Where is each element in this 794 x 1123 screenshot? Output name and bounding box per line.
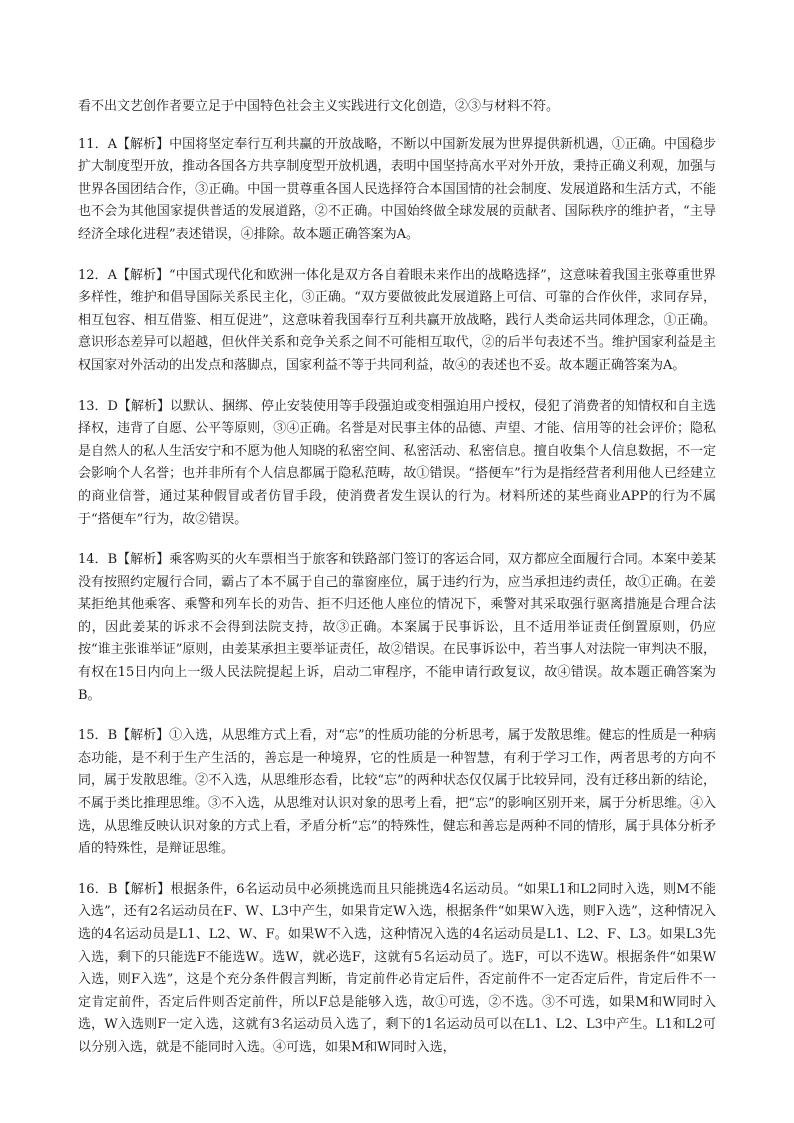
paragraph-answer-14: 14．B【解析】乘客购买的火车票相当于旅客和铁路部门签订的客运合同，双方都应全面履行合同。本案中姜某没有按照约定履行合同，霸占了本不属于自己的靠窗座位，属于违约行为，应当承担违约责任，故①正确。在姜某拒绝其他乘客、乘警和列车长的劝告、拒不归还他人座位的情况下，乘警对其采取强行驱离措施是合理合法的，因此姜某的诉求不会得到法院支持，故③正确。本案属于民事诉讼，且不适用举证责任倒置原则，仍应按“谁主张谁举证”原则，由姜某承担主要举证责任，故②错误。在民事诉讼中，若当事人对法院一审判决不服，有权在15日内向上一级人民法院提起上诉，启动二审程序，不能申请行政复议，故④错误。故本题正确答案为B。	[78, 552, 716, 703]
paragraph-answer-12: 12．A【解析】“中国式现代化和欧洲一体化是双方各自着眼未来作出的战略选择”，这意味着我国主张尊重世界多样性，维护和倡导国际关系民主化，③正确。“双方要做彼此发展道路上可信、可靠的合作伙伴，求同存异，相互包容、相互借鉴、相互促进”，这意味着我国奉行互利共赢开放战略，践行人类命运共同体理念，①正确。意识形态差异可以超越，但伙伴关系和竞争关系之间不可能相互取代，②的后半句表述不当。维护国家利益是主权国家对外活动的出发点和落脚点，国家利益不等于共同利益，故④的表述也不妥。故本题正确答案为A。	[78, 267, 716, 373]
paragraph-answer-11: 11．A【解析】中国将坚定奉行互利共赢的开放战略，不断以中国新发展为世界提供新机遇，①正确。中国稳步扩大制度型开放，推动各国各方共享制度型开放机遇，表明中国坚持高水平对外开放，秉持正确义利观，加强与世界各国团结合作，③正确。中国一贯尊重各国人民选择符合本国国情的社会制度、发展道路和生活方式，不能也不会为其他国家提供普适的发展道路，②不正确。中国始终做全球发展的贡献者、国际秩序的维护者，“主导经济全球化进程”表述错误，④排除。故本题正确答案为A。	[78, 136, 716, 242]
answer-explanations	[78, 96, 716, 1078]
paragraph-answer-16: 16．B【解析】根据条件，6名运动员中必须挑选而且只能挑选4名运动员。“如果L1和L2同时入选，则M不能入选”，还有2名运动员在F、W、L3中产生，如果肯定W入选，根据条件“如果W入选，则F入选”，这种情况入选的4名运动员是L1、L2、W、F。如果W不入选，这种情况入选的4名运动员是L1、L2、F、L3。如果L3先入选，剩下的只能选F不能选W。选W，就必选F，这就有5名运动员了。选F，可以不选W。根据条件“如果W入选，则F入选”，这是个充分条件假言判断，肯定前件必肯定后件，否定前件不一定否定后件，肯定后件不一定肯定前件，否定后件则否定前件，所以F总是能够入选，故①可选，②不选。③不可选，如果M和W同时入选，W入选则F一定入选，这就有3名运动员入选了，剩下的1名运动员可以在L1、L2、L3中产生。L1和L2可以分别入选，就是不能同时入选。④可选，如果M和W同时入选，	[78, 881, 716, 1055]
paragraph-continuation: 看不出文艺创作者要立足于中国特色社会主义实践进行文化创造，②③与材料不符。	[78, 99, 560, 114]
paragraph-answer-15: 15．B【解析】①入选，从思维方式上看，对“忘”的性质功能的分析思考，属于发散思维。健忘的性质是一种病态功能，是不利于生产生活的，善忘是一种境界，它的性质是一种智慧，有利于学习工作，两者思考的方向不同，属于发散思维。②不入选，从思维形态看，比较“忘”的两种状态仅仅属于比较异同，没有迁移出新的结论，不属于类比推理思维。③不入选，从思维对认识对象的思考上看，把“忘”的影响区别开来，属于分析思维。④入选，从思维反映认识对象的方式上看，矛盾分析“忘”的特殊性，健忘和善忘是两种不同的情形，属于具体分析矛盾的特殊性，是辩证思维。	[78, 728, 716, 857]
paragraph-answer-13: 13．D【解析】以默认、捆绑、停止安装使用等手段强迫或变相强迫用户授权，侵犯了消费者的知情权和自主选择权，违背了自愿、公平等原则，③④正确。名誉是对民事主体的品德、声望、才能、信用等的社会评价；隐私是自然人的私人生活安宁和不愿为他人知晓的私密空间、私密活动、私密信息。擅自收集个人信息数据，不一定会影响个人名誉；也并非所有个人信息都属于隐私范畴，故①错误。“搭便车”行为是指经营者利用他人已经建立的商业信誉，通过某种假冒或者仿冒手段，使消费者发生误认的行为。材料所述的某些商业APP的行为不属于“搭便车”行为，故②错误。	[78, 398, 716, 527]
